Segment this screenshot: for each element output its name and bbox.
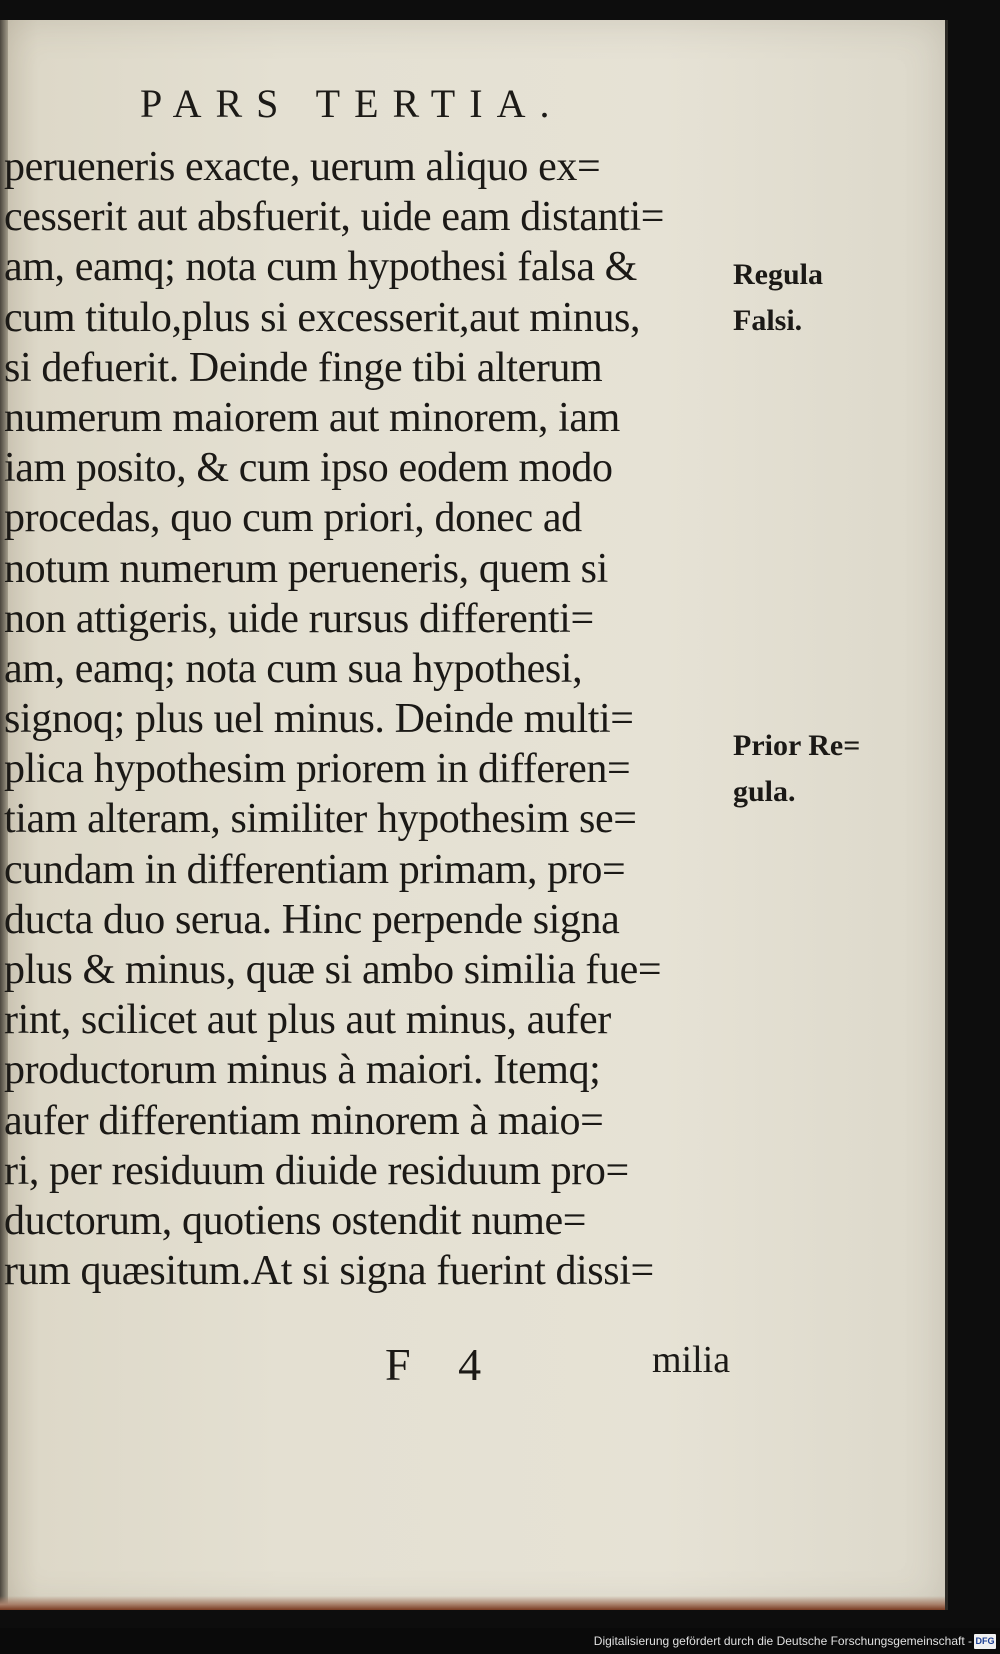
margin-note-line: gula. [733, 775, 796, 808]
text-line: procedas, quo cum priori, donec ad [4, 495, 582, 542]
book-page [0, 20, 948, 1610]
text-line: ductorum, quotiens ostendit nume= [4, 1197, 587, 1244]
dfg-logo-icon: DFG [974, 1634, 996, 1649]
text-line: rum quæsitum.At si signa fuerint dissi= [4, 1248, 654, 1295]
margin-note-line: Falsi. [733, 304, 803, 337]
text-line: aufer differentiam minorem à maio= [4, 1097, 604, 1144]
text-line: productorum minus à maiori. Itemq; [4, 1047, 601, 1094]
text-line: ducta duo serua. Hinc perpende signa [4, 896, 620, 943]
text-line: cum titulo,plus si excesserit,aut minus, [4, 294, 641, 341]
footer-bar [0, 1628, 1000, 1654]
margin-note-prior-regula [733, 723, 860, 815]
funding-notice: Digitalisierung gefördert durch die Deutsche Forschungsgemeinschaft - [593, 1634, 972, 1648]
text-line: notum numerum perueneris, quem si [4, 545, 608, 592]
margin-note-regula-falsi [733, 252, 823, 344]
text-line: non attigeris, uide rursus differenti= [4, 595, 594, 642]
text-line: am, eamq; nota cum sua hypothesi, [4, 645, 583, 692]
text-line: cesserit aut absfuerit, uide eam distanti= [4, 194, 664, 241]
text-line: am, eamq; nota cum hypothesi falsa & [4, 244, 637, 291]
text-line: numerum maiorem aut minorem, iam [4, 394, 620, 441]
body-text [4, 142, 724, 1296]
page-bottom-edge [0, 1596, 945, 1610]
text-line: tiam alteram, similiter hypothesim se= [4, 796, 637, 843]
margin-note-line: Regula [733, 258, 823, 291]
text-line: cundam in differentiam primam, pro= [4, 846, 626, 893]
text-line: perueneris exacte, uerum aliquo ex= [4, 144, 601, 190]
text-line: rint, scilicet aut plus aut minus, aufer [4, 997, 611, 1044]
catchword: milia [652, 1339, 731, 1381]
text-line: signoq; plus uel minus. Deinde multi= [4, 696, 634, 743]
text-line: plus & minus, quæ si ambo similia fue= [4, 947, 662, 993]
text-line: si defuerit. Deinde finge tibi alterum [4, 344, 603, 391]
text-line: ri, per residuum diuide residuum pro= [4, 1147, 629, 1194]
signature-mark: F 4 [385, 1339, 500, 1390]
running-head: PARS TERTIA. [140, 81, 564, 126]
text-line: iam posito, & cum ipso eodem modo [4, 445, 613, 492]
margin-note-line: Prior Re= [733, 729, 861, 762]
text-line: plica hypothesim priorem in differen= [4, 746, 631, 793]
